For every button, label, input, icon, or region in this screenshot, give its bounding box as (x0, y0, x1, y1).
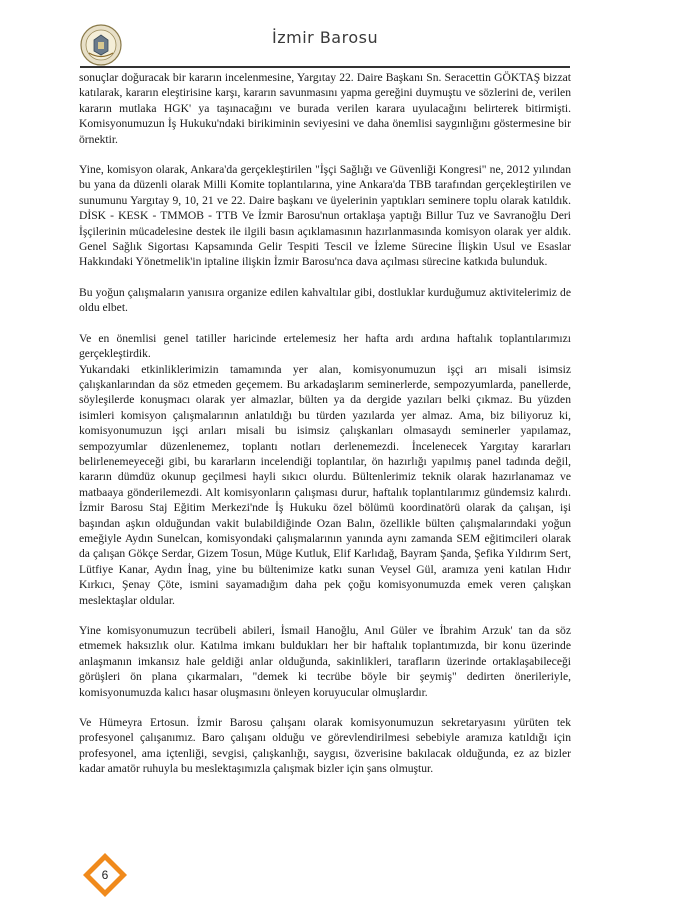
paragraph: Bu yoğun çalışmaların yanısıra organize edilen kahvaltılar gibi, dostluklar kurduğumuz aktivitelerimiz de oldu elbet. (79, 285, 571, 315)
page-header (0, 0, 700, 70)
paragraph: Ve en önemlisi genel tatiller haricinde ertelemesiz her hafta ardı ardına haftalık toplantılarımızı gerçekleştirdik. (79, 331, 571, 361)
header-divider (80, 66, 570, 68)
izmir-barosu-seal-icon (80, 24, 122, 66)
article-body (79, 70, 571, 792)
paragraph: Yine, komisyon olarak, Ankara'da gerçekleştirilen "İşçi Sağlığı ve Güvenliği Kongresi" ne, 2012 yılından bu yana da düzenli olarak Milli Komite toplantılarına, yine Ankara'da TBB tarafından gerçekleştirilen ve sunumunu Yargıtay 9, 10, 21 ve 22. Daire başkanı ve üyelerinin yaptıkları seminere toplu olarak katıldık. DİSK - KESK - TMMOB - TTB Ve İzmir Barosu'nun ortaklaşa yaptığı Billur Tuz ve Savranoğlu Deri İşçilerinin mücadelesine destek ile ilgili basın açıklamasının hazırlanmasında komisyon olarak yer aldık. Genel Sağlık Sigortası Kapsamında Gelir Tespiti Tescil ve İzleme Sürecine İlişkin Usul ve Esaslar Hakkındaki Yönetmelik'in iptaline ilişkin İzmir Barosu'nca dava açılması sürecine katkıda bulunduk. (79, 163, 571, 269)
paragraph: Yine komisyonumuzun tecrübeli abileri, İsmail Hanoğlu, Anıl Güler ve İbrahim Arzuk' tan da söz etmemek haksızlık olur. Katılma imkanı buldukları her bir haftalık toplantımızda, bir konu üzerinde anlaşmanın imkansız hale geldiği anlar olduğunda, sakinlikleri, tarafların üzerinde ortaklaşabileceği görüşleri ön plana çıkarmaları, "demek ki tecrübe böyle bir şeymiş" dedirten önerileriyle, komisyonumuzda kalıcı hasar oluşmasını önleyen koruyucular olmuşlardır. (79, 624, 571, 699)
header-title: İzmir Barosu (272, 28, 379, 47)
paragraph: Ve Hümeyra Ertosun. İzmir Barosu çalışanı olarak komisyonumuzun sekretaryasını yürüten tek profesyonel çalışanımız. Baro çalışanı olduğu ve görevlendirilmesi sebebiyle aramıza katıldığı için profesyonel, ama içtenliği, sevgisi, çalışkanlığı, saygısı, özverisine bakılacak olduğunda, ez az bizler kadar amatör ruhuyla bu meslektaşımızla çalışmak bizler için şans olmuştur. (79, 716, 571, 776)
paragraph: Yukarıdaki etkinliklerimizin tamamında yer alan, komisyonumuzun işçi arı misali isimsiz çalışkanlarından da söz etmeden geçemem. Bu arkadaşlarım seminerlerde, sempozyumlarda, panellerde, söyleşilerde konuşmacı olarak yer almazlar, bülten ya da dergide yazıları belki çıkmaz. Bu yüzden isimleri komisyon çalışmalarının anlatıldığı bu türden yazılarda yer almaz. Ama, biz biliyoruz ki, komisyonumuzun işçi arıları misali bu isimsiz çalışkanları olmasaydı seminerler yapılamaz, sempozyumlar düzenlenemez, toplantı notları derlenemezdi. İncelenecek Yargıtay kararları belirlenemeyeceği gibi, bu kararların incelendiği toplantılar, ön hazırlığı yapılmış panel tadında değil, kararın dümdüz okunup geçilmesi hayli sıkıcı olurdu. Bültenlerimiz teknik olarak hazırlanamaz ve matbaaya gönderilemezdi. Alt komisyonların çalışması durur, haftalık toplantılarımız gündemsiz kalırdı. İzmir Barosu Staj Eğitim Merkezi'nde İş Hukuku özel bölümü koordinatörü olarak da çalışan, işi başından aşkın olduğundan vakit bulabildiğinde Ozan Balın, özellikle bülten çalışmalarındaki yoğun emeğiyle Aydın Sunelcan, komisyondaki çalışmalarının yanında aynı zamanda SEM eğitimcileri olarak da çalışan Gökçe Serdar, Gizem Tosun, Müge Kutluk, Elif Karlıdağ, Bayram Şanda, Şefika Yıldırım Sert, Lütfiye Kanar, Aydın İnag, yine bu bültenimize katkı sunan Veysel Gül, aramıza yeni katılan Hıdır Kırkıcı, Şenay Çöte, ismini sayamadığım daha pek çoğu komisyonumuzda emek veren çalışkan meslektaşlar oldular. (79, 362, 571, 607)
page-number: 6 (101, 868, 109, 882)
paragraph: sonuçlar doğuracak bir kararın incelenmesine, Yargıtay 22. Daire Başkanı Sn. Seracettin GÖKTAŞ bizzat katılarak, kararın eleştirisine karşı, kararın savunmasını yapma gereğini duymuştu ve sözlerini de, verilen kararın mutlaka HGK' ya taşınacağını ve burada verilen karara uyulacağını belirterek bitirmişti. Komisyonumuzun İş Hukuku'ndaki birikiminin seviyesini ve daha önemlisi saygınlığını göstermesine bir örnektir. (79, 71, 571, 146)
